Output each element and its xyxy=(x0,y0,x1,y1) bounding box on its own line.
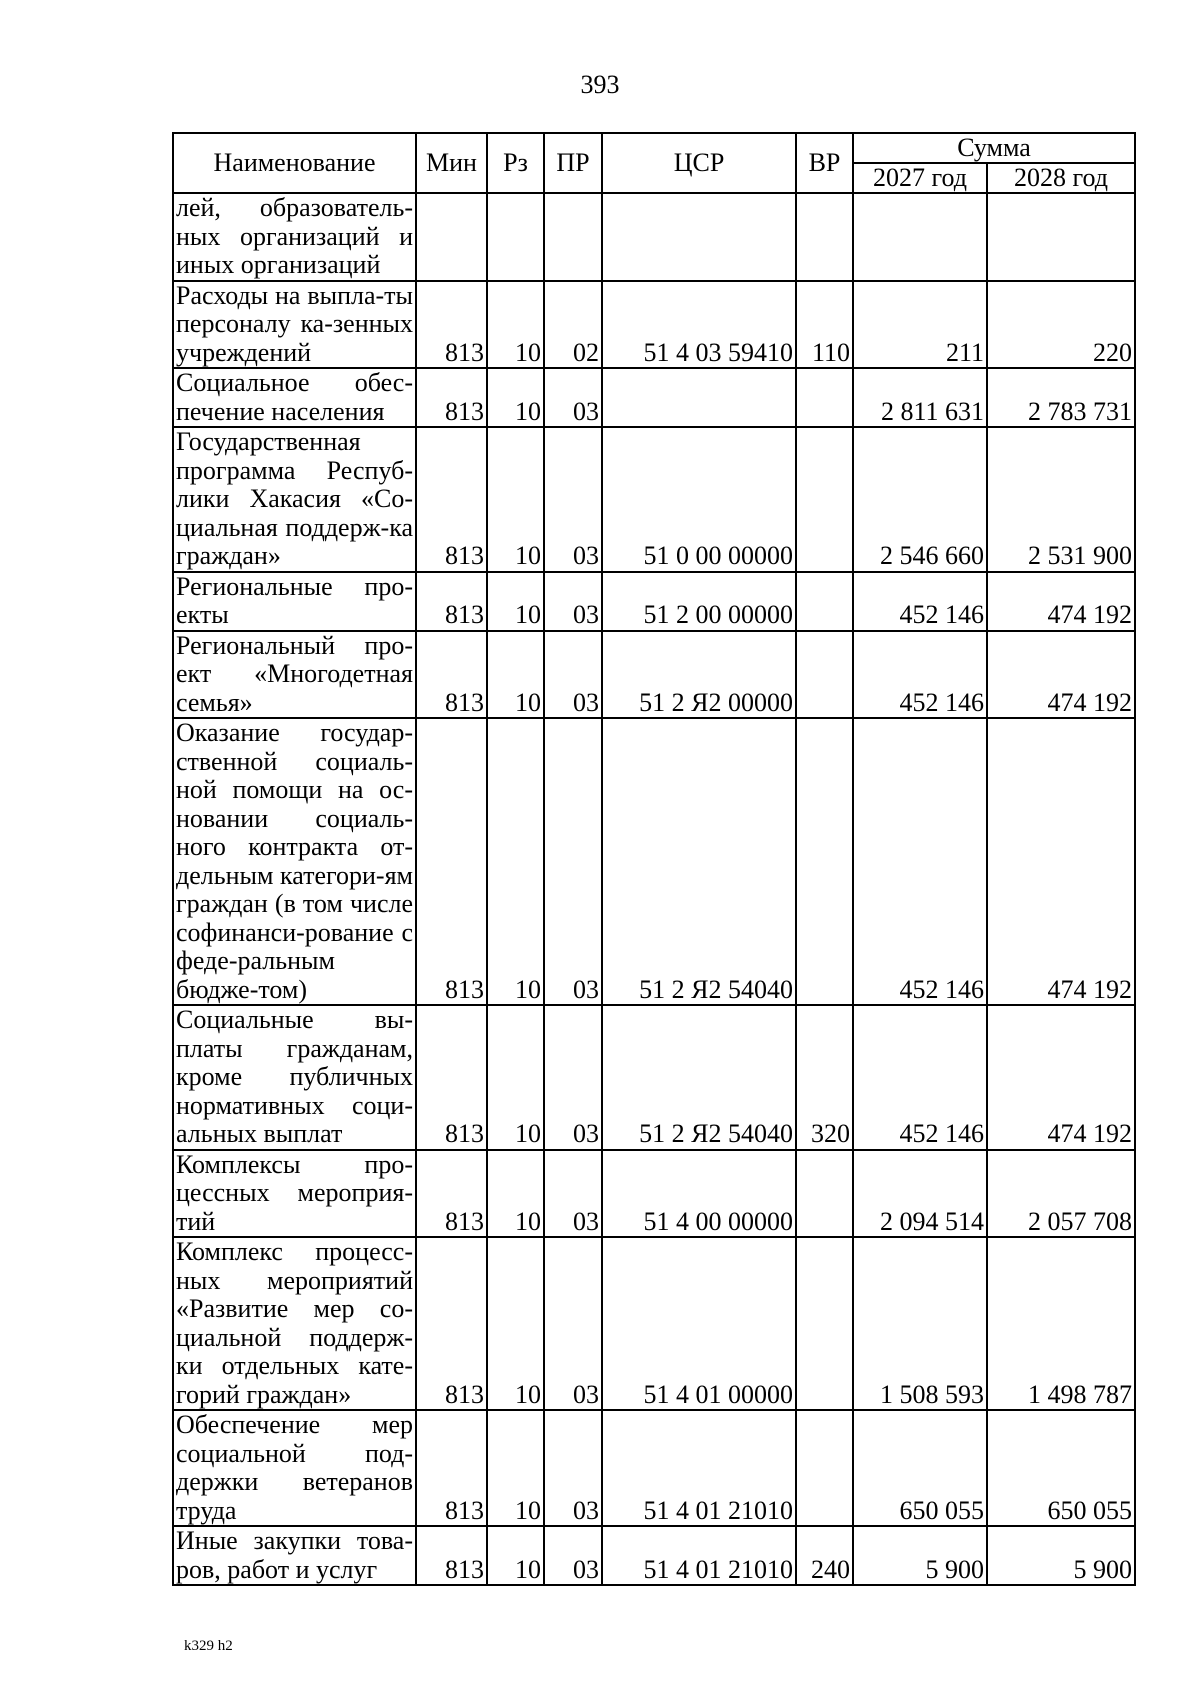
row-amount-2028: 2 531 900 xyxy=(987,427,1135,572)
row-min: 813 xyxy=(416,368,487,427)
row-min: 813 xyxy=(416,1410,487,1526)
page-number: 393 xyxy=(580,70,620,99)
row-rz: 10 xyxy=(487,1526,544,1585)
row-pr: 03 xyxy=(544,1410,602,1526)
header-vr: ВР xyxy=(796,133,853,193)
row-pr: 03 xyxy=(544,1150,602,1238)
row-vr xyxy=(796,427,853,572)
row-amount-2027: 211 xyxy=(853,281,987,369)
row-vr xyxy=(796,572,853,631)
row-amount-2028: 2 057 708 xyxy=(987,1150,1135,1238)
row-min: 813 xyxy=(416,1005,487,1150)
header-pr: ПР xyxy=(544,133,602,193)
row-name: Комплекс процесс-ных мероприятий «Развитие мер со-циальной поддерж-ки отдельных кате-горий граждан» xyxy=(173,1237,416,1410)
row-csr xyxy=(602,193,796,281)
table-row xyxy=(173,1526,1135,1585)
row-csr: 51 4 03 59410 xyxy=(602,281,796,369)
row-vr xyxy=(796,1237,853,1410)
row-min: 813 xyxy=(416,1150,487,1238)
row-vr xyxy=(796,718,853,1005)
table-row xyxy=(173,368,1135,427)
row-name: Оказание государ-ственной социаль-ной помощи на ос-новании социаль-ного контракта от-дельным категори-ям граждан (в том числе софинанси-рование с феде-ральным бюдже-том) xyxy=(173,718,416,1005)
row-amount-2027: 1 508 593 xyxy=(853,1237,987,1410)
row-pr: 03 xyxy=(544,1237,602,1410)
row-amount-2027: 452 146 xyxy=(853,1005,987,1150)
row-amount-2028: 2 783 731 xyxy=(987,368,1135,427)
row-amount-2028 xyxy=(987,193,1135,281)
table-row xyxy=(173,427,1135,572)
table-row xyxy=(173,1410,1135,1526)
row-rz: 10 xyxy=(487,368,544,427)
row-name: Региональные про-екты xyxy=(173,572,416,631)
table-row xyxy=(173,1005,1135,1150)
row-name: лей, образователь-ных организаций и иных организаций xyxy=(173,193,416,281)
row-rz: 10 xyxy=(487,631,544,719)
footer-code: k329 h2 xyxy=(184,1638,233,1654)
row-min: 813 xyxy=(416,572,487,631)
row-pr: 03 xyxy=(544,572,602,631)
row-csr: 51 2 Я2 00000 xyxy=(602,631,796,719)
table-row xyxy=(173,281,1135,369)
row-csr: 51 2 Я2 54040 xyxy=(602,718,796,1005)
row-rz xyxy=(487,193,544,281)
table-row xyxy=(173,572,1135,631)
row-rz: 10 xyxy=(487,718,544,1005)
header-year-2027: 2027 год xyxy=(853,163,987,193)
row-csr: 51 4 01 00000 xyxy=(602,1237,796,1410)
row-min: 813 xyxy=(416,1237,487,1410)
row-vr xyxy=(796,631,853,719)
row-pr: 03 xyxy=(544,368,602,427)
row-name: Иные закупки това-ров, работ и услуг xyxy=(173,1526,416,1585)
row-min: 813 xyxy=(416,281,487,369)
row-amount-2027: 452 146 xyxy=(853,718,987,1005)
row-amount-2028: 650 055 xyxy=(987,1410,1135,1526)
row-amount-2027: 650 055 xyxy=(853,1410,987,1526)
row-amount-2027: 452 146 xyxy=(853,572,987,631)
row-csr xyxy=(602,368,796,427)
row-vr: 320 xyxy=(796,1005,853,1150)
row-amount-2027 xyxy=(853,193,987,281)
row-pr: 03 xyxy=(544,1005,602,1150)
row-csr: 51 0 00 00000 xyxy=(602,427,796,572)
table-row xyxy=(173,1150,1135,1238)
row-vr xyxy=(796,193,853,281)
header-row xyxy=(173,133,1135,163)
row-vr xyxy=(796,1150,853,1238)
row-amount-2027: 2 811 631 xyxy=(853,368,987,427)
row-amount-2028: 5 900 xyxy=(987,1526,1135,1585)
row-amount-2027: 2 546 660 xyxy=(853,427,987,572)
row-pr: 02 xyxy=(544,281,602,369)
row-min: 813 xyxy=(416,631,487,719)
row-amount-2027: 2 094 514 xyxy=(853,1150,987,1238)
row-csr: 51 4 01 21010 xyxy=(602,1526,796,1585)
row-amount-2028: 474 192 xyxy=(987,572,1135,631)
row-amount-2027: 5 900 xyxy=(853,1526,987,1585)
row-min: 813 xyxy=(416,427,487,572)
row-rz: 10 xyxy=(487,281,544,369)
row-pr: 03 xyxy=(544,631,602,719)
header-rz: Рз xyxy=(487,133,544,193)
row-pr: 03 xyxy=(544,427,602,572)
row-rz: 10 xyxy=(487,572,544,631)
row-amount-2027: 452 146 xyxy=(853,631,987,719)
row-rz: 10 xyxy=(487,1237,544,1410)
row-rz: 10 xyxy=(487,427,544,572)
row-vr: 110 xyxy=(796,281,853,369)
row-name: Обеспечение мер социальной под-держки ветеранов труда xyxy=(173,1410,416,1526)
row-amount-2028: 474 192 xyxy=(987,718,1135,1005)
row-pr: 03 xyxy=(544,1526,602,1585)
header-csr: ЦСР xyxy=(602,133,796,193)
row-amount-2028: 474 192 xyxy=(987,1005,1135,1150)
row-pr: 03 xyxy=(544,718,602,1005)
row-name: Комплексы про-цессных мероприя-тий xyxy=(173,1150,416,1238)
budget-table xyxy=(172,132,1136,1586)
row-rz: 10 xyxy=(487,1150,544,1238)
row-rz: 10 xyxy=(487,1410,544,1526)
header-min: Мин xyxy=(416,133,487,193)
header-name: Наименование xyxy=(173,133,416,193)
row-min: 813 xyxy=(416,1526,487,1585)
row-name: Социальные вы-платы гражданам, кроме публичных нормативных соци-альных выплат xyxy=(173,1005,416,1150)
row-pr xyxy=(544,193,602,281)
row-csr: 51 4 01 21010 xyxy=(602,1410,796,1526)
row-min xyxy=(416,193,487,281)
row-amount-2028: 220 xyxy=(987,281,1135,369)
row-name: Расходы на выпла-ты персоналу ка-зенных учреждений xyxy=(173,281,416,369)
row-min: 813 xyxy=(416,718,487,1005)
row-vr xyxy=(796,368,853,427)
row-vr: 240 xyxy=(796,1526,853,1585)
table-row xyxy=(173,1237,1135,1410)
table-row xyxy=(173,193,1135,281)
row-name: Региональный про-ект «Многодетная семья» xyxy=(173,631,416,719)
row-name: Социальное обес-печение населения xyxy=(173,368,416,427)
row-csr: 51 4 00 00000 xyxy=(602,1150,796,1238)
header-year-2028: 2028 год xyxy=(987,163,1135,193)
row-csr: 51 2 00 00000 xyxy=(602,572,796,631)
row-rz: 10 xyxy=(487,1005,544,1150)
row-csr: 51 2 Я2 54040 xyxy=(602,1005,796,1150)
header-sum: Сумма xyxy=(853,133,1135,163)
row-amount-2028: 474 192 xyxy=(987,631,1135,719)
row-amount-2028: 1 498 787 xyxy=(987,1237,1135,1410)
row-name: Государственная программа Респуб-лики Хакасия «Со-циальная поддерж-ка граждан» xyxy=(173,427,416,572)
row-vr xyxy=(796,1410,853,1526)
table-row xyxy=(173,631,1135,719)
table-row xyxy=(173,718,1135,1005)
